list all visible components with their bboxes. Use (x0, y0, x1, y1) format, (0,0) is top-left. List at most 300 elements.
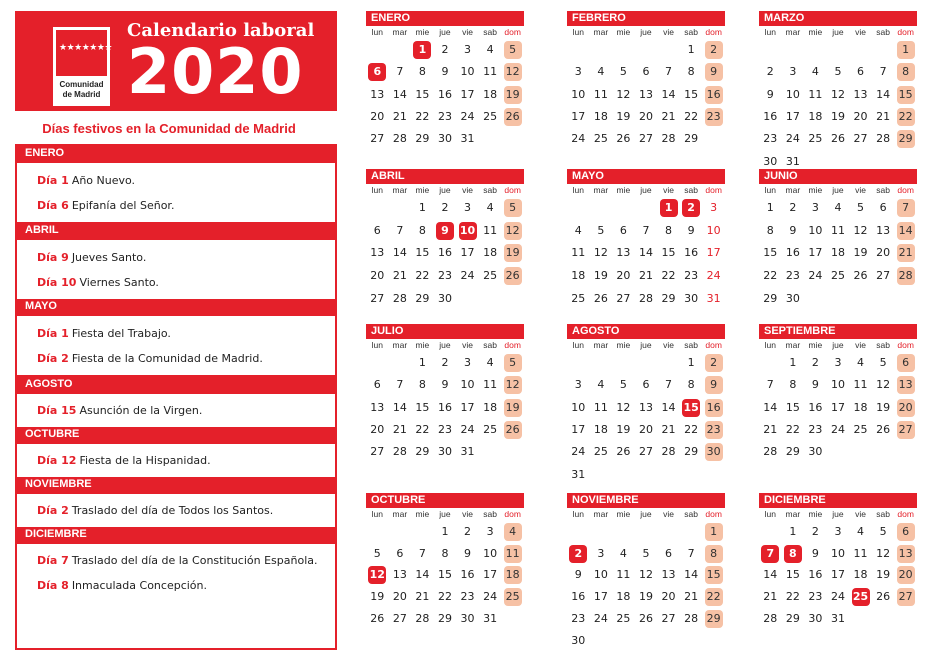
day-number: 31 (483, 612, 498, 626)
day-number: 28 (415, 612, 430, 626)
weekday-label: dom (705, 27, 722, 37)
sunday-cell (501, 61, 524, 83)
day-number: 2 (766, 65, 774, 79)
day-number: 10 (830, 546, 845, 560)
sunday-cell (501, 419, 524, 441)
day-cell (849, 61, 872, 83)
holiday-item (17, 270, 335, 295)
day-cell (635, 265, 658, 288)
day-cell (434, 106, 457, 128)
day-number: 21 (392, 423, 407, 437)
week-row (567, 441, 725, 463)
week-row (567, 565, 725, 587)
day-cell (759, 242, 782, 265)
logo-stars: ★★★★★★★ (59, 42, 112, 52)
sunday-cell (702, 287, 725, 310)
day-cell (804, 128, 827, 150)
day-number: 5 (619, 378, 627, 392)
empty-cell (804, 39, 827, 61)
day-cell (635, 61, 658, 83)
empty-cell (612, 463, 635, 485)
empty-cell (456, 287, 479, 310)
day-cell (872, 397, 895, 419)
holiday-group-octubre (15, 425, 337, 477)
empty-cell (657, 352, 680, 374)
day-number: 11 (571, 246, 586, 260)
day-number: 28 (392, 291, 407, 305)
day-number: 31 (571, 467, 586, 481)
day-cell (612, 242, 635, 265)
day-number: 9 (441, 378, 449, 392)
weekday-label: sab (684, 27, 698, 37)
day-cell (827, 220, 850, 243)
week-row (567, 586, 725, 608)
day-cell (759, 565, 782, 587)
empty-cell (635, 630, 658, 652)
empty-cell (680, 463, 703, 485)
week-row (567, 287, 725, 310)
day-cell (567, 106, 590, 128)
day-number: 2 (441, 201, 449, 215)
empty-cell (635, 39, 658, 61)
day-number: 16 (763, 110, 778, 124)
day-cell (479, 61, 502, 83)
day-cell (872, 565, 895, 587)
sunday-cell (702, 61, 725, 83)
day-number: 1 (897, 41, 915, 59)
week-row (567, 608, 725, 630)
day-cell (389, 586, 412, 608)
day-cell (759, 586, 782, 608)
weekday-label: mie (415, 27, 430, 37)
sunday-cell (894, 220, 917, 243)
empty-cell (680, 630, 703, 652)
holiday-group-body (17, 394, 335, 427)
empty-cell (590, 630, 613, 652)
day-number: 11 (808, 87, 823, 101)
sunday-cell (702, 39, 725, 61)
day-cell (389, 565, 412, 587)
day-cell (782, 242, 805, 265)
week-row (567, 242, 725, 265)
day-cell (434, 287, 457, 310)
day-cell (434, 128, 457, 150)
holiday-description: Inmaculada Concepción. (71, 579, 208, 592)
day-cell (590, 61, 613, 83)
day-number: 13 (661, 568, 676, 582)
day-number: 24 (571, 445, 586, 459)
day-number: 24 (460, 423, 475, 437)
day-cell (434, 419, 457, 441)
day-cell (434, 39, 457, 61)
empty-cell (567, 39, 590, 61)
weekday-label: lun (764, 27, 776, 37)
day-cell (849, 242, 872, 265)
day-number: 6 (396, 546, 404, 560)
empty-cell (680, 521, 703, 543)
weekday-header (366, 508, 524, 521)
holiday-description: Año Nuevo. (71, 174, 136, 187)
day-number: 30 (460, 612, 475, 626)
month-title: NOVIEMBRE (567, 493, 725, 508)
empty-cell (366, 39, 389, 61)
weekday-label: jue (640, 185, 652, 195)
day-cell (849, 352, 872, 374)
day-cell (827, 84, 850, 106)
day-number: 8 (705, 545, 723, 563)
day-number: 31 (785, 154, 800, 168)
weekday-label: mar (593, 27, 609, 37)
day-cell (456, 242, 479, 265)
day-number: 27 (638, 132, 653, 146)
month-title: AGOSTO (567, 324, 725, 339)
day-cell (590, 441, 613, 463)
day-cell (389, 397, 412, 419)
day-number: 22 (897, 108, 915, 126)
empty-cell (872, 287, 895, 310)
day-number: 25 (593, 132, 608, 146)
day-number: 25 (808, 132, 823, 146)
day-cell (456, 608, 479, 630)
day-number: 27 (897, 421, 915, 439)
sunday-cell (501, 242, 524, 265)
week-row (567, 630, 725, 652)
day-number: 25 (593, 445, 608, 459)
day-cell (612, 84, 635, 106)
day-number: 30 (684, 291, 699, 305)
week-row (366, 543, 524, 565)
day-cell (434, 441, 457, 463)
empty-cell (635, 521, 658, 543)
day-number: 14 (638, 246, 653, 260)
day-cell (434, 543, 457, 565)
day-cell (366, 106, 389, 128)
holiday-day-cell (759, 543, 782, 565)
day-cell (479, 265, 502, 288)
day-cell (389, 608, 412, 630)
sunday-cell (894, 128, 917, 150)
day-cell (872, 352, 895, 374)
day-number: 3 (486, 524, 494, 538)
empty-cell (501, 608, 524, 630)
day-number: 8 (766, 223, 774, 237)
day-cell (366, 441, 389, 463)
day-number: 19 (504, 86, 522, 104)
day-number: 12 (504, 63, 522, 81)
day-cell (657, 287, 680, 310)
day-cell (411, 565, 434, 587)
weekday-label: mar (392, 185, 408, 195)
day-cell (456, 265, 479, 288)
day-number: 1 (766, 201, 774, 215)
day-cell (759, 220, 782, 243)
day-cell (827, 61, 850, 83)
day-cell (849, 565, 872, 587)
day-number: 28 (763, 445, 778, 459)
day-cell (782, 565, 805, 587)
day-number: 5 (879, 524, 887, 538)
day-cell (872, 84, 895, 106)
day-number: 23 (705, 421, 723, 439)
day-number: 1 (660, 199, 678, 217)
day-number: 18 (483, 246, 498, 260)
week-row (759, 608, 917, 630)
day-number: 17 (785, 110, 800, 124)
day-cell (804, 197, 827, 220)
weekday-label: sab (684, 509, 698, 519)
weekday-label: lun (764, 509, 776, 519)
sunday-cell (501, 543, 524, 565)
day-cell (657, 61, 680, 83)
day-number: 26 (504, 108, 522, 126)
day-cell (612, 397, 635, 419)
sunday-cell (501, 220, 524, 243)
day-number: 14 (897, 222, 915, 240)
day-cell (612, 220, 635, 243)
holiday-group-title: AGOSTO (25, 378, 73, 390)
sunday-cell (702, 521, 725, 543)
day-number: 10 (483, 546, 498, 560)
weekday-label: lun (764, 340, 776, 350)
empty-cell (702, 630, 725, 652)
day-number: 18 (853, 400, 868, 414)
day-cell (411, 287, 434, 310)
day-number: 26 (876, 590, 891, 604)
sunday-cell (702, 106, 725, 128)
weekday-label: lun (764, 185, 776, 195)
sunday-cell (894, 374, 917, 396)
day-number: 10 (571, 400, 586, 414)
day-number: 11 (830, 223, 845, 237)
holidays-list (15, 144, 337, 650)
day-cell (567, 441, 590, 463)
day-number: 13 (876, 223, 891, 237)
day-number: 8 (418, 223, 426, 237)
day-number: 19 (593, 269, 608, 283)
holiday-group-title: DICIEMBRE (25, 528, 87, 540)
day-cell (804, 106, 827, 128)
day-cell (411, 586, 434, 608)
day-cell (479, 39, 502, 61)
day-cell (872, 374, 895, 396)
day-number: 17 (460, 246, 475, 260)
day-number: 5 (504, 41, 522, 59)
day-number: 24 (460, 110, 475, 124)
empty-cell (590, 521, 613, 543)
day-number: 5 (597, 223, 605, 237)
day-cell (567, 287, 590, 310)
day-number: 24 (706, 269, 721, 283)
day-cell (635, 586, 658, 608)
empty-cell (894, 287, 917, 310)
day-number: 31 (830, 612, 845, 626)
holiday-description: Traslado del día de Todos los Santos. (71, 504, 274, 517)
day-cell (827, 608, 850, 630)
sunday-cell (702, 565, 725, 587)
day-cell (759, 265, 782, 288)
calendar-header (15, 11, 337, 111)
day-number: 6 (857, 65, 865, 79)
sunday-cell (501, 39, 524, 61)
weekday-label: lun (371, 509, 383, 519)
day-cell (804, 586, 827, 608)
day-cell (567, 586, 590, 608)
weekday-label: vie (855, 185, 866, 195)
holiday-group-body (17, 316, 335, 375)
day-cell (782, 608, 805, 630)
logo-text-line1: Comunidad (59, 80, 104, 89)
day-number: 7 (396, 65, 404, 79)
weekday-label: mie (616, 185, 631, 195)
empty-cell (612, 39, 635, 61)
day-number: 3 (464, 356, 472, 370)
weekday-label: vie (462, 27, 473, 37)
day-number: 15 (785, 400, 800, 414)
day-number: 21 (897, 244, 915, 262)
day-cell (411, 220, 434, 243)
day-number: 16 (684, 246, 699, 260)
day-cell (456, 419, 479, 441)
weekday-label: jue (439, 509, 451, 519)
day-number: 10 (459, 222, 477, 240)
day-cell (411, 397, 434, 419)
day-number: 30 (571, 633, 586, 647)
day-number: 29 (415, 132, 430, 146)
day-number: 7 (665, 378, 673, 392)
day-number: 10 (460, 378, 475, 392)
day-cell (411, 265, 434, 288)
day-number: 24 (571, 132, 586, 146)
sunday-cell (894, 84, 917, 106)
day-number: 11 (483, 223, 498, 237)
holiday-day-cell (849, 586, 872, 608)
day-number: 25 (483, 269, 498, 283)
empty-cell (479, 287, 502, 310)
day-cell (849, 106, 872, 128)
day-number: 1 (789, 524, 797, 538)
day-number: 12 (830, 87, 845, 101)
day-cell (657, 419, 680, 441)
holiday-description: Jueves Santo. (71, 251, 147, 264)
day-number: 14 (415, 568, 430, 582)
weekday-header (567, 508, 725, 521)
holiday-item (17, 573, 335, 598)
day-number: 3 (464, 43, 472, 57)
day-cell (567, 374, 590, 396)
day-cell (804, 84, 827, 106)
day-cell (479, 608, 502, 630)
day-number: 21 (392, 269, 407, 283)
day-cell (657, 441, 680, 463)
weekday-label: dom (504, 509, 521, 519)
day-number: 24 (830, 590, 845, 604)
week-row (759, 220, 917, 243)
day-cell (759, 419, 782, 441)
logo-text (53, 80, 110, 100)
day-number: 1 (413, 41, 431, 59)
day-number: 12 (504, 376, 522, 394)
day-number: 4 (574, 223, 582, 237)
empty-cell (479, 128, 502, 150)
empty-cell (804, 287, 827, 310)
day-cell (434, 265, 457, 288)
day-cell (434, 352, 457, 374)
day-cell (389, 84, 412, 106)
day-number: 11 (504, 545, 522, 563)
day-cell (827, 197, 850, 220)
day-cell (872, 106, 895, 128)
day-cell (635, 419, 658, 441)
day-number: 10 (460, 65, 475, 79)
day-number: 8 (418, 65, 426, 79)
month-febrero (567, 11, 725, 150)
day-cell (590, 84, 613, 106)
day-number: 20 (392, 590, 407, 604)
holiday-day: Día 2 (37, 352, 69, 365)
day-number: 17 (830, 568, 845, 582)
month-diciembre (759, 493, 917, 630)
day-number: 29 (763, 291, 778, 305)
day-number: 2 (789, 201, 797, 215)
weekday-label: mie (808, 509, 823, 519)
day-number: 26 (504, 421, 522, 439)
day-number: 9 (811, 546, 819, 560)
day-cell (590, 128, 613, 150)
day-number: 27 (897, 588, 915, 606)
holiday-day-cell (657, 197, 680, 220)
day-cell (827, 106, 850, 128)
day-number: 17 (706, 246, 721, 260)
week-row (567, 106, 725, 128)
day-cell (635, 441, 658, 463)
day-number: 29 (415, 291, 430, 305)
week-row (366, 197, 524, 220)
day-number: 9 (436, 222, 454, 240)
day-cell (456, 84, 479, 106)
day-cell (657, 608, 680, 630)
day-number: 29 (785, 445, 800, 459)
holiday-group-enero (15, 144, 337, 222)
day-number: 13 (897, 545, 915, 563)
holiday-day-cell (366, 61, 389, 83)
sunday-cell (501, 197, 524, 220)
day-cell (804, 61, 827, 83)
weekday-label: jue (832, 27, 844, 37)
empty-cell (567, 352, 590, 374)
day-number: 4 (486, 201, 494, 215)
day-cell (804, 608, 827, 630)
sunday-cell (702, 543, 725, 565)
day-cell (804, 419, 827, 441)
day-cell (635, 543, 658, 565)
day-number: 11 (593, 87, 608, 101)
day-number: 19 (638, 590, 653, 604)
day-cell (804, 521, 827, 543)
day-cell (827, 565, 850, 587)
day-cell (657, 586, 680, 608)
day-cell (434, 242, 457, 265)
day-number: 1 (418, 201, 426, 215)
holiday-group-body (17, 240, 335, 299)
week-row (759, 265, 917, 288)
day-cell (827, 128, 850, 150)
week-row (567, 265, 725, 288)
sunday-cell (702, 197, 725, 220)
day-cell (389, 265, 412, 288)
day-cell (389, 128, 412, 150)
day-cell (590, 220, 613, 243)
day-number: 18 (853, 568, 868, 582)
